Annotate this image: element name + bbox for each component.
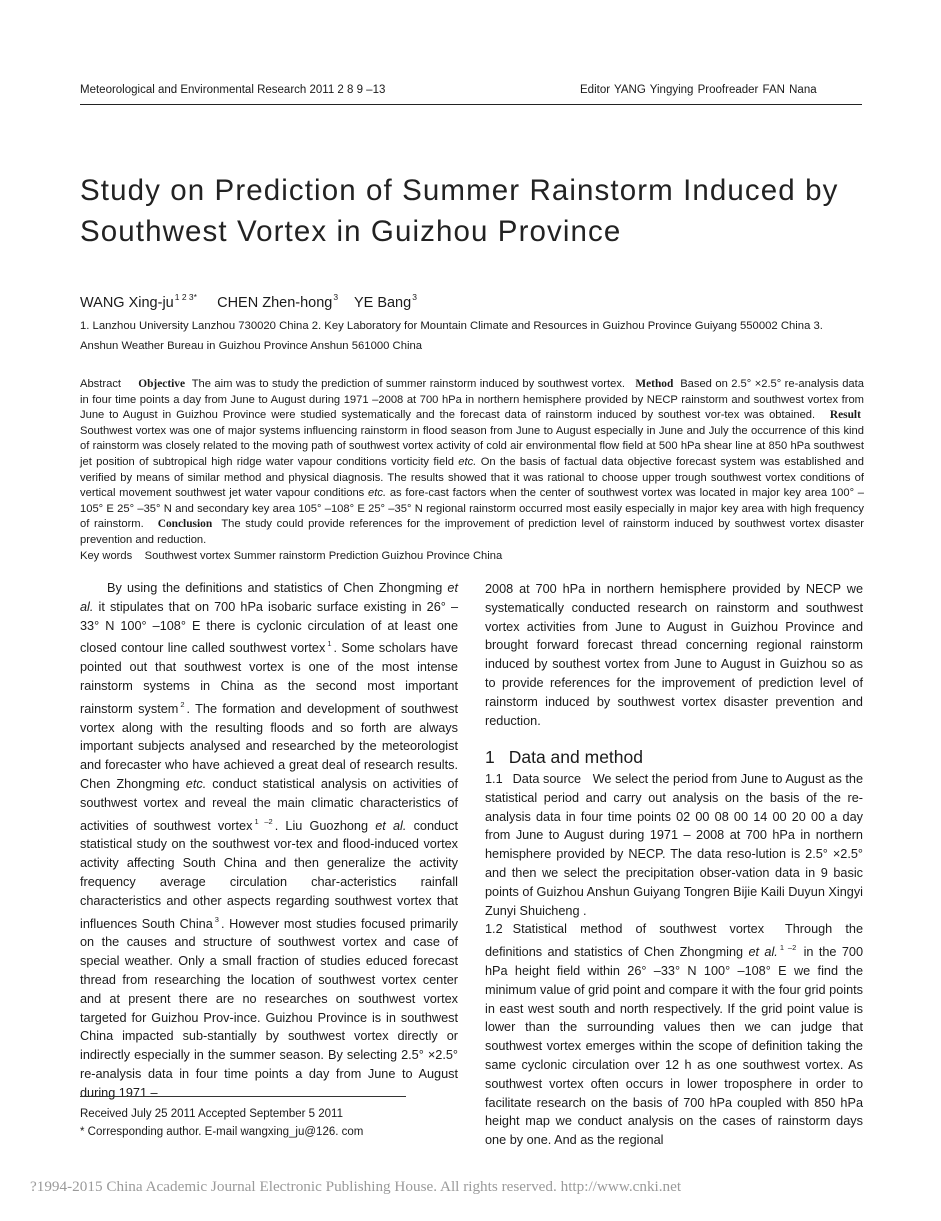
subsection-title: Data source — [512, 772, 582, 786]
result-text: Southwest vortex was one of major systems influencing rainstorm in flood season from June to August especially in June and July the occurrence of this kind of rainstorm was closely related to the moving path of southwest vortex activity of cold air environmental flow field at 500 hPa shear line at 850 hPa southwest jet position of subtropical high ridge water vapour conditions vorticity field — [80, 424, 864, 468]
subsection-title: Statistical method of southwest vortex — [512, 922, 765, 937]
citation-ref: 1 –2 — [254, 816, 273, 826]
section-heading — [485, 747, 643, 768]
body-text: Through the definitions and statistics of Chen Zhongming — [485, 922, 864, 960]
subsection-number: 1.1 — [485, 772, 503, 786]
keywords-text: Southwest vortex Summer rainstorm Prediction Guizhou Province China — [144, 549, 503, 562]
copyright-footer: ?1994-2015 China Academic Journal Electronic Publishing House. All rights reserved. http://www.cnki.net — [30, 1178, 682, 1195]
header-rule — [80, 104, 862, 105]
article-title: Study on Prediction of Summer Rainstorm Induced by Southwest Vortex in Guizhou Province — [80, 174, 839, 248]
author-name: CHEN Zhen-hong — [217, 295, 333, 311]
body-text: conduct statistical analysis on activities of southwest vortex and reveal the main climatic characteristics of activities of southwest vortex — [80, 776, 458, 833]
subsection-data-source — [485, 770, 863, 920]
conclusion-text: The study could provide references for the improvement of prediction level of rainstorm induced by southwest vortex disaster prevention and reduction. — [80, 518, 865, 546]
section-title: Data and method — [508, 747, 643, 767]
author-affiliation-mark: 1 2 3* — [174, 292, 197, 302]
body-column-right-intro — [485, 580, 863, 730]
method-text: Based on 2.5° ×2.5° re-analysis data in four time points a day from June to August during 1971 –2008 at 700 hPa in northern hemisphere provided by NECP rainstorm and southwest vortex from June to August in Guizhou Province were studied systematically and the forecast data of rainstorm induced by southest vor-tex was obtained. — [80, 378, 864, 422]
citation-ref: 1 –2 — [779, 943, 797, 953]
body-text: it stipulates that on 700 hPa isobaric surface existing in 26° –33° N 100° –108° E there is cyclonic circulation of at least one closed contour line called southwest vortex — [80, 599, 459, 656]
conclusion-label: Conclusion — [157, 518, 213, 531]
method-label: Method — [635, 378, 674, 390]
result-text: On the basis of factual data objective forecast system was established and verified by means of similar method and physical diagnosis. The results showed that it was rational to choose upper trough southwest vortex conditions of vertical movement southwest jet water vapour conditions — [80, 455, 864, 500]
body-text: in the 700 hPa height field within 26° –33° N 100° –108° E we find the minimum value of grid point and compare it with the four grid points in east west south and north respectively. If the grid point value is lower than the surrounding values then we can judge that southwest vortex emerges within the scope of definition taking the same cyclonic circulation over 12 h as one southwest vortex. As southwest vortex often occurs in lower troposphere in order to facilitate research on the basis of 700 hPa coupled with 850 hPa height map we conduct analysis on the cases of rainstorm days one by one. And as the regional — [485, 945, 863, 1148]
objective-label: Objective — [138, 378, 186, 390]
body-text: By using the definitions and statistics of Chen Zhongming — [107, 581, 443, 595]
citation-ref: 1 — [327, 639, 332, 649]
body-text: . The formation and development of southwest vortex along with the resulting floods and so forth are always important subjects analysed and researched by the meteorologist and forecaster who have achieved a great deal of research results. Chen Zhongming — [80, 701, 458, 791]
author-name: WANG Xing-ju — [80, 295, 174, 311]
author-affiliation-mark: 3 — [412, 292, 417, 302]
subsection-statistical-method — [485, 920, 863, 1150]
body-text: We select the period from June to August as the statistical period and carry out analysis on the basis of the re-analysis data in four time points 02 00 08 00 14 00 20 00 a day from June to August during 1971 – 2008 at 700 hPa in northern hemisphere provided by NECP. The data reso-lution is 2.5° ×2.5° and then we select the precipitation obser-vation data in 9 basic points of Guizhou Anshun Guiyang Tongren Bijie Kaili Duyun Xingyi Zunyi Shuicheng . — [485, 772, 864, 918]
running-header-journal: Meteorological and Environmental Research 2011 2 8 9 –13 — [80, 84, 386, 96]
body-text: conduct statistical study on the southwest vor-tex and flood-induced vortex activity affecting South China and then generalize the activity frequency average circulation char-acteristics rainfall characteristics and other aspects regarding southwest vortex that influences South China — [80, 818, 459, 931]
etc-italic: etc. — [458, 455, 477, 468]
body-text: . Liu Guozhong — [274, 818, 369, 833]
etal-italic: et al. — [375, 818, 407, 833]
body-text: . Some scholars have pointed out that southwest vortex is one of the most intense rainstorm systems in China as the second most important rainstorm system — [80, 641, 458, 716]
author-affiliation-mark: 3 — [333, 292, 339, 302]
footnote-rule — [80, 1096, 406, 1097]
corresponding-author: * Corresponding author. E-mail wangxing_ju@126. com — [80, 1126, 364, 1138]
result-label: Result — [829, 409, 861, 422]
etal-italic: et al. — [748, 945, 778, 960]
author-list — [80, 292, 417, 311]
keywords-label: Key words — [80, 549, 133, 562]
intro-paragraph — [80, 579, 458, 1103]
abstract — [80, 377, 864, 564]
etc-italic: etc. — [185, 776, 207, 791]
body-text: . However most studies focused primarily on the causes and structure of southwest vortex and case of special weather. Only a small fraction of studies educed forecast thread from researching the location of southwest vortex center and at present there are no researches on southwest vortex targeted for Guizhou Prov-ince. Guizhou Province is in southwest China impacted sub-stantially by southwest vortex directly or indirectly especially in the summer season. By selecting 2.5° ×2.5° re-analysis data in four time points a day from June to August during 1971 – — [80, 916, 458, 1100]
body-column-left — [80, 579, 458, 1103]
citation-ref: 3 — [214, 914, 219, 924]
subsection-number: 1.2 — [485, 922, 503, 937]
result-text: as fore-cast factors when the center of southwest vortex was located in major key area 100° –105° E 25° –35° N and secondary key area 105° –108° E 25° –35° N regional rainstorm occurred most easily especially in major key area with high frequency of rainstorm. — [80, 487, 865, 531]
running-header-editor: Editor YANG Yingying Proofreader FAN Nana — [580, 84, 817, 96]
etal-italic: et al. — [80, 581, 458, 614]
intro-continuation: 2008 at 700 hPa in northern hemisphere provided by NECP we systematically conducted research on rainstorm and southwest vortex activities from June to August in Guizhou Province and brought forward forecast thread concerning regional rainstorm induced by southest vortex from June to August in Guizhou so as to provide references for the improvement of prediction level of rainstorm induced by southwest vortex disaster prevention and reduction. — [485, 582, 863, 728]
citation-ref: 2 — [180, 699, 185, 709]
abstract-label: Abstract — [80, 378, 122, 390]
affiliations: 1. Lanzhou University Lanzhou 730020 China 2. Key Laboratory for Mountain Climate and Resources in Guizhou Province Guiyang 550002 China 3. Anshun Weather Bureau in Guizhou Province Anshun 561000 China — [80, 320, 823, 352]
objective-text: The aim was to study the prediction of summer rainstorm induced by southwest vortex. — [191, 378, 626, 390]
author-name: YE Bang — [353, 295, 412, 311]
etc-italic: etc. — [368, 487, 387, 500]
received-dates: Received July 25 2011 Accepted September 5 2011 — [80, 1108, 343, 1120]
section-number: 1 — [485, 747, 495, 767]
body-column-right-section — [485, 770, 863, 1150]
